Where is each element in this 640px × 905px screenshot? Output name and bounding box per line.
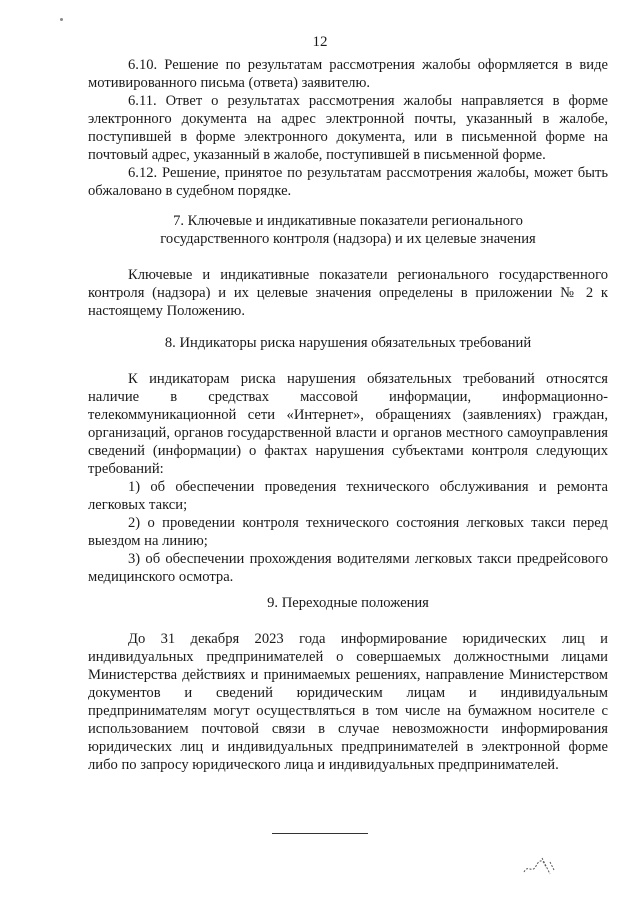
paragraph-6-12: 6.12. Решение, принятое по результатам рассмотрения жалобы, может быть обжаловано в судебном порядке. (88, 165, 608, 199)
section-8-item-1: 1) об обеспечении проведения технического обслуживания и ремонта легковых такси; (88, 479, 608, 513)
scan-speck (60, 18, 63, 21)
section-7-title (88, 212, 608, 248)
section-8-intro: К индикаторам риска нарушения обязательных требований относятся наличие в средствах массовой информации, информационно-телекоммуникационной сети «Интернет», обращениях (заявлениях) граждан, организаций, органов государственной власти и органов местного самоуправления сведений (информации) о фактах нарушения субъектами контроля следующих требований: (88, 371, 608, 477)
section-7-body (88, 266, 608, 320)
section-8-item-3: 3) об обеспечении прохождения водителями легковых такси предрейсового медицинского осмотра. (88, 551, 608, 585)
section-9-text: До 31 декабря 2023 года информирование юридических лиц и индивидуальных предпринимателей о совершаемых должностными лицами Министерства действиях и принимаемых решениях, направление Министерством документов и сведений юридическим лицам и индивидуальным предпринимателям могут осуществляться в том числе на бумажном носителе с использованием почтовой связи в случае невозможности информирования юридических лиц и индивидуальных предпринимателей в электронной форме либо по запросу юридического лица и индивидуальных предпринимателей. (88, 631, 608, 773)
section-8-title: 8. Индикаторы риска нарушения обязательных требований (164, 335, 532, 351)
section-7-title-line-2: государственного контроля (надзора) и их целевые значения (160, 231, 536, 247)
section-9-title: 9. Переходные положения (267, 595, 429, 611)
section-8-item-2: 2) о проведении контроля технического состояния легковых такси перед выездом на линию; (88, 515, 608, 549)
section-9-body (88, 630, 608, 774)
section-6-continuation (88, 56, 608, 200)
section-7-text: Ключевые и индикативные показатели регионального государственного контроля (надзора) и их целевые значения определены в приложении № 2 к настоящему Положению. (88, 267, 608, 319)
signature-line (272, 833, 368, 834)
initials-mark (520, 852, 560, 880)
paragraph-6-10: 6.10. Решение по результатам рассмотрения жалобы оформляется в виде мотивированного письма (ответа) заявителю. (88, 57, 608, 91)
section-8-body (88, 370, 608, 586)
page-number: 12 (312, 34, 328, 50)
paragraph-6-11: 6.11. Ответ о результатах рассмотрения жалобы направляется в форме электронного документа на адрес электронной почты, указанный в жалобе, поступившей в форме электронного документа, или в письменной форме на почтовый адрес, указанный в жалобе, поступившей в письменной форме. (88, 93, 608, 163)
section-7-title-line-1: 7. Ключевые и индикативные показатели регионального (173, 213, 523, 229)
